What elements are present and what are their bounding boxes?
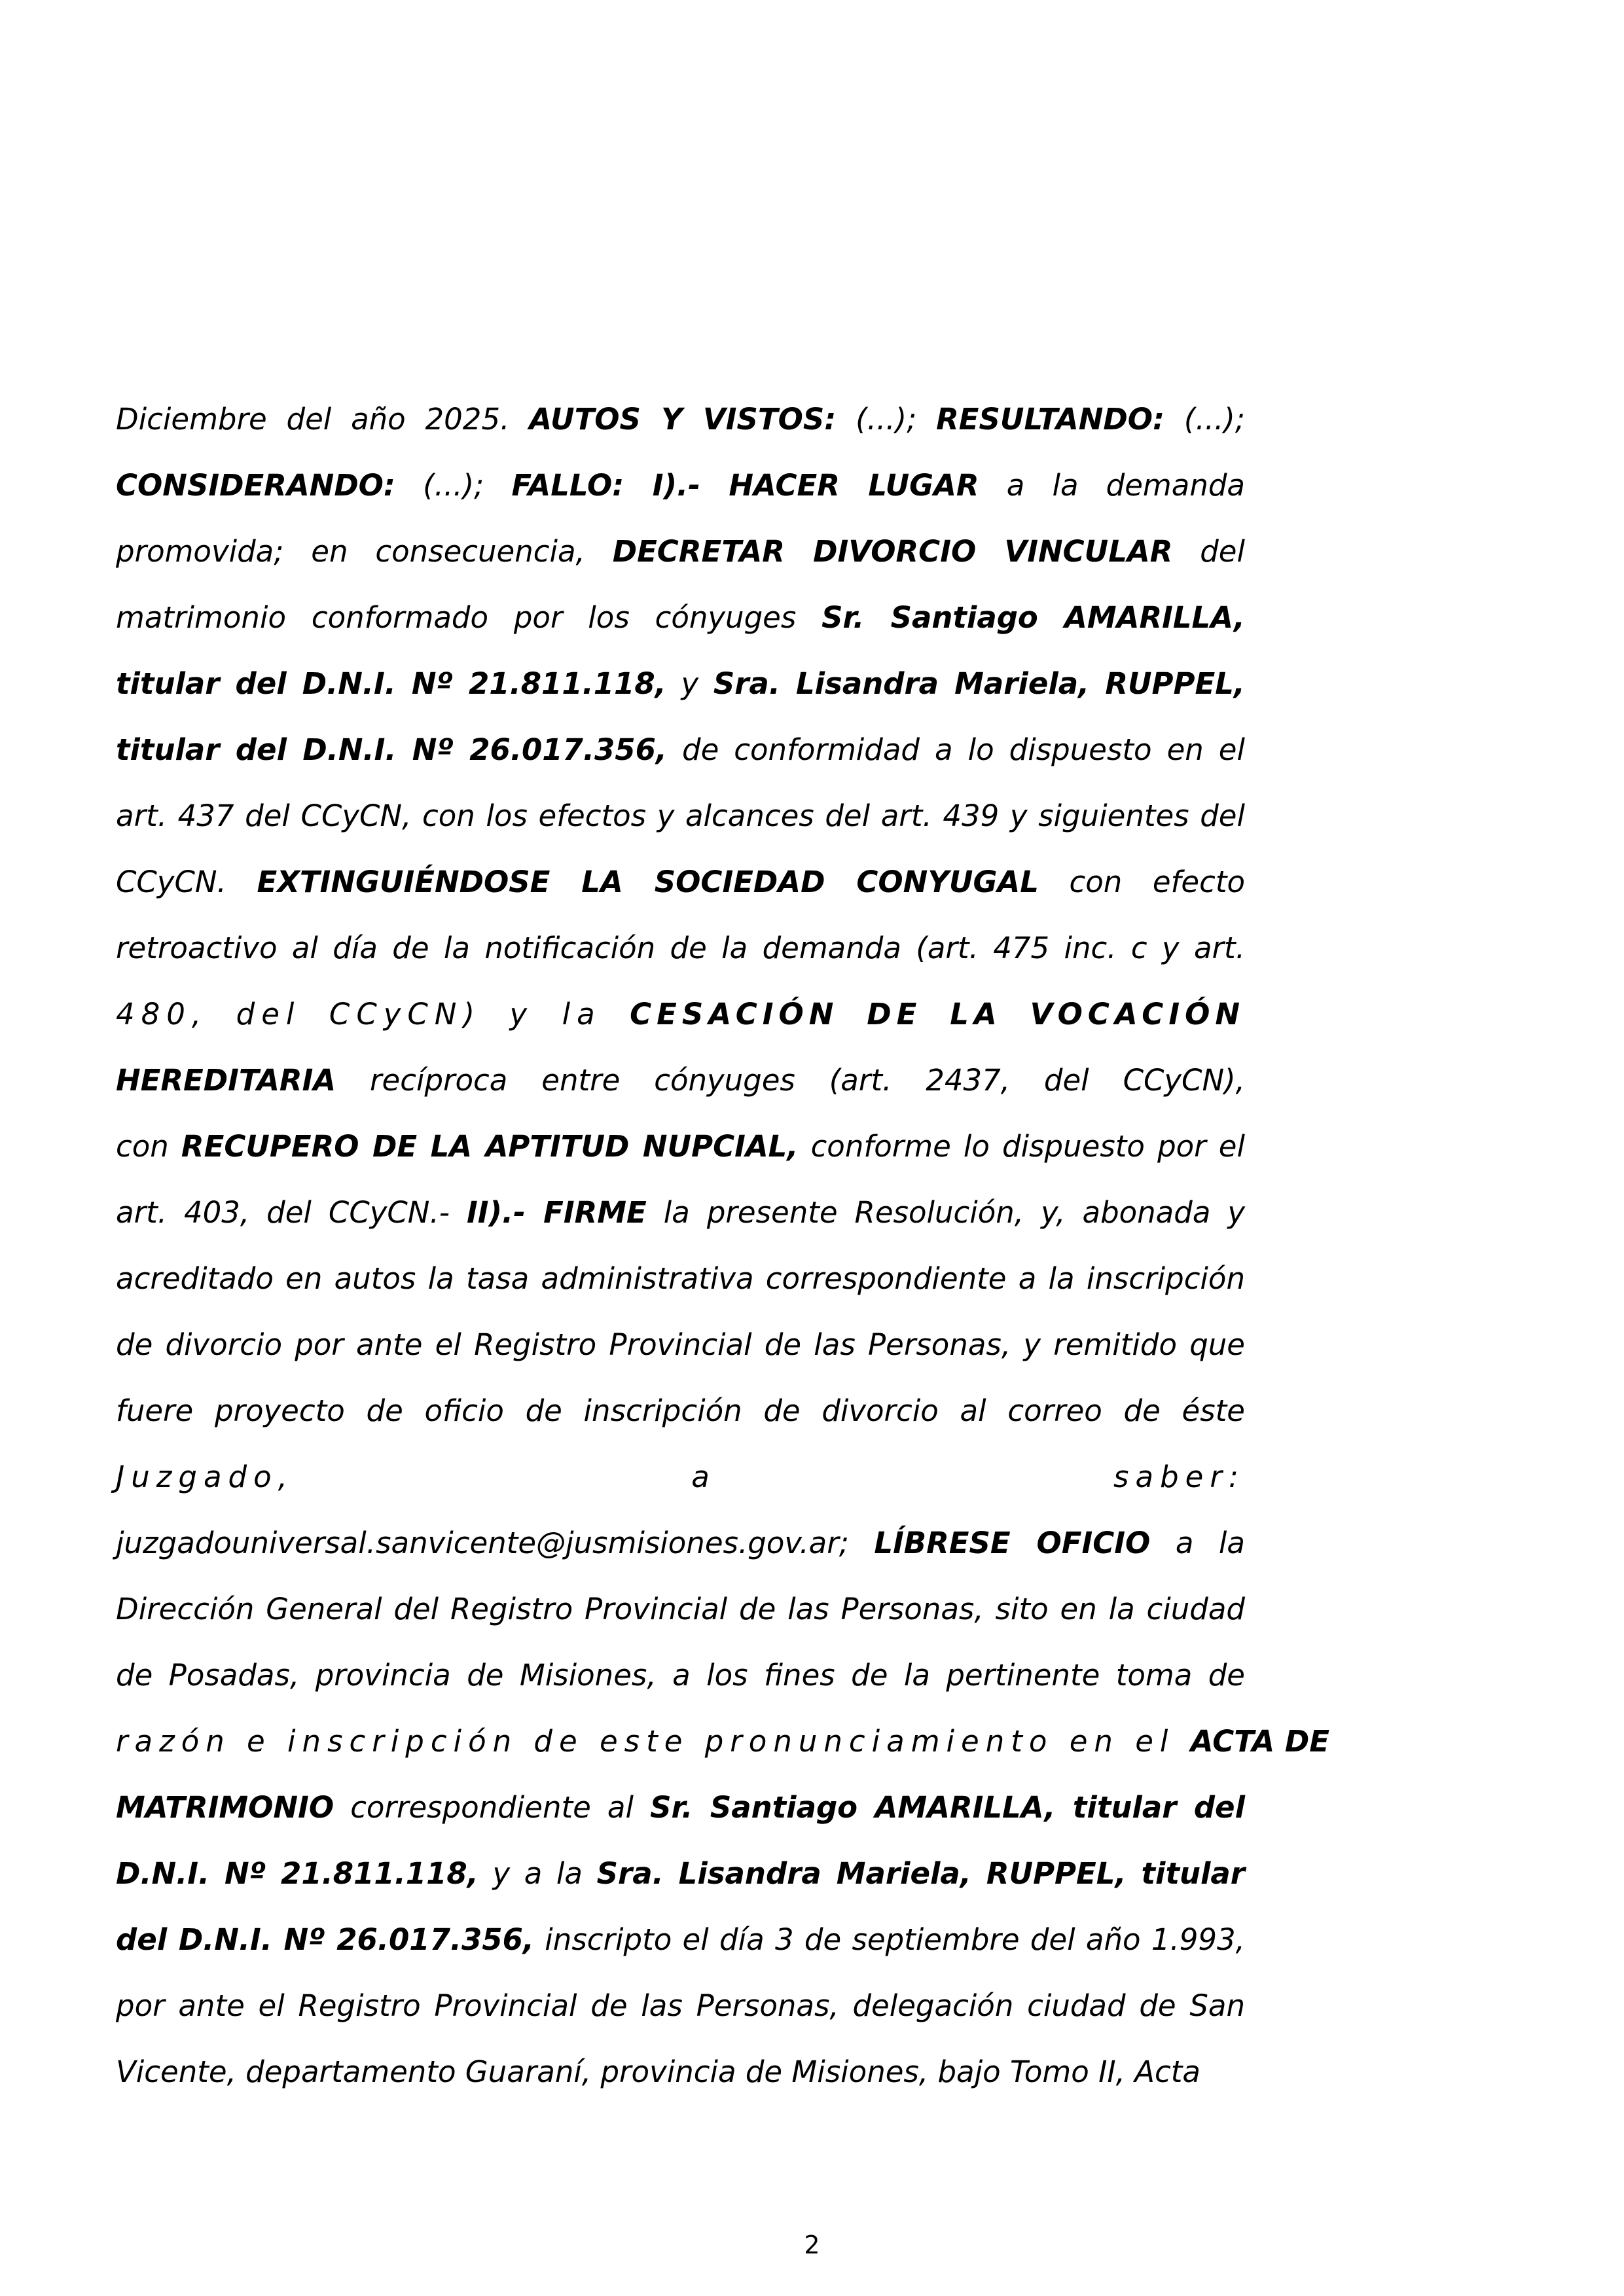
text-line: [116, 1378, 1245, 1444]
text-run: CCyCN.: [116, 865, 257, 899]
text-run: (...);: [836, 402, 937, 437]
text-run: art. 403, del CCyCN.-: [116, 1195, 467, 1230]
text-line: [116, 452, 1245, 518]
text-run: recíproca entre cónyuges (art. 2437, del CCyCN),: [336, 1063, 1245, 1098]
text-line: [116, 1246, 1245, 1312]
text-line: [116, 1840, 1245, 1907]
text-run: del: [1172, 534, 1245, 569]
text-line: [116, 915, 1245, 981]
text-line: [116, 1907, 1245, 1973]
text-run: Juzgado, a saber:: [116, 1460, 1245, 1494]
text-run: conforme lo dispuesto por el: [798, 1129, 1245, 1164]
text-line: [116, 1179, 1245, 1246]
text-run: la presente Resolución, y, abonada y: [646, 1195, 1246, 1230]
text-run: 480, del CCyCN) y la: [116, 997, 630, 1031]
text-run: de conformidad a lo dispuesto en el: [667, 732, 1245, 767]
bold-text-run: RESULTANDO:: [936, 402, 1164, 437]
bold-text-run: titular del D.N.I. Nº 21.811.118,: [116, 666, 666, 701]
text-line: [116, 849, 1245, 915]
bold-text-run: Sra. Lisandra Mariela, RUPPEL, titular: [596, 1856, 1245, 1891]
bold-text-run: MATRIMONIO: [116, 1790, 334, 1825]
text-line: [116, 584, 1245, 651]
text-run: de Posadas, provincia de Misiones, a los fines de la pertinente toma de: [116, 1658, 1245, 1693]
bold-text-run: CESACIÓN DE LA VOCACIÓN: [630, 997, 1245, 1031]
text-line: [116, 651, 1245, 717]
text-run: (...);: [395, 468, 512, 503]
text-run: con efecto: [1038, 865, 1245, 899]
text-line: [116, 717, 1245, 783]
bold-text-run: EXTINGUIÉNDOSE LA SOCIEDAD CONYUGAL: [257, 865, 1039, 899]
text-run: art. 437 del CCyCN, con los efectos y alcances del art. 439 y siguientes del: [116, 798, 1245, 833]
text-run: juzgadouniversal.sanvicente@jusmisiones.gov.ar;: [116, 1526, 875, 1560]
text-run: razón e inscripción de este pronunciamiento en el: [116, 1724, 1191, 1759]
bold-text-run: titular del D.N.I. Nº 26.017.356,: [116, 732, 667, 767]
bold-text-run: D.N.I. Nº 21.811.118,: [116, 1856, 478, 1891]
text-line: [116, 1312, 1245, 1378]
bold-text-run: AUTOS Y VISTOS:: [529, 402, 837, 437]
text-run: matrimonio conformado por los cónyuges: [116, 600, 822, 635]
page-number: 2: [804, 2231, 820, 2259]
text-run: Diciembre del año 2025.: [116, 402, 530, 437]
text-run: de divorcio por ante el Registro Provincial de las Personas, y remitido que: [116, 1327, 1245, 1362]
document-body: [116, 386, 1330, 2105]
bold-text-run: ACTA DE: [1190, 1724, 1330, 1759]
text-run: (...);: [1164, 402, 1246, 437]
bold-text-run: Sra. Lisandra Mariela, RUPPEL,: [713, 666, 1245, 701]
bold-text-run: FALLO: I).- HACER LUGAR: [511, 468, 979, 503]
text-run: y a la: [478, 1856, 597, 1891]
bold-text-run: CONSIDERANDO:: [116, 468, 395, 503]
text-run: y: [666, 666, 713, 701]
bold-text-run: RECUPERO DE LA APTITUD NUPCIAL,: [181, 1129, 799, 1164]
text-line: [116, 1708, 1330, 1774]
text-line: [116, 1973, 1245, 2039]
bold-text-run: LÍBRESE OFICIO: [874, 1526, 1151, 1560]
text-run: correspondiente al: [334, 1790, 651, 1825]
text-run: con: [116, 1129, 181, 1164]
text-line: [116, 1642, 1245, 1708]
text-run: a la demanda: [979, 468, 1246, 503]
text-run: fuere proyecto de oficio de inscripción de divorcio al correo de éste: [116, 1393, 1245, 1428]
text-run: inscripto el día 3 de septiembre del año 1.993,: [534, 1922, 1245, 1957]
bold-text-run: DECRETAR DIVORCIO VINCULAR: [612, 534, 1173, 569]
text-line: [116, 1113, 1245, 1179]
text-run: Vicente, departamento Guaraní, provincia de Misiones, bajo Tomo II, Acta: [116, 2054, 1200, 2089]
text-run: retroactivo al día de la notificación de la demanda (art. 475 inc. c y art.: [116, 931, 1245, 965]
text-line: [116, 981, 1245, 1047]
text-line: [116, 783, 1245, 849]
text-line: [116, 1444, 1245, 1510]
bold-text-run: Sr. Santiago AMARILLA,: [821, 600, 1245, 635]
bold-text-run: Sr. Santiago AMARILLA, titular del: [650, 1790, 1245, 1825]
bold-text-run: HEREDITARIA: [116, 1063, 336, 1098]
text-run: Dirección General del Registro Provincial de las Personas, sito en la ciudad: [116, 1592, 1245, 1626]
text-run: por ante el Registro Provincial de las Personas, delegación ciudad de San: [116, 1988, 1245, 2023]
text-line: [116, 1576, 1245, 1642]
text-line: [116, 1774, 1245, 1840]
text-line: [116, 2039, 1245, 2105]
bold-text-run: II).- FIRME: [466, 1195, 647, 1230]
text-run: a la: [1150, 1526, 1245, 1560]
text-run: promovida; en consecuencia,: [116, 534, 613, 569]
text-line: [116, 518, 1245, 584]
text-line: [116, 386, 1245, 452]
bold-text-run: del D.N.I. Nº 26.017.356,: [116, 1922, 534, 1957]
text-line: [116, 1510, 1245, 1576]
text-run: acreditado en autos la tasa administrativa correspondiente a la inscripción: [116, 1261, 1245, 1296]
text-line: [116, 1047, 1245, 1113]
